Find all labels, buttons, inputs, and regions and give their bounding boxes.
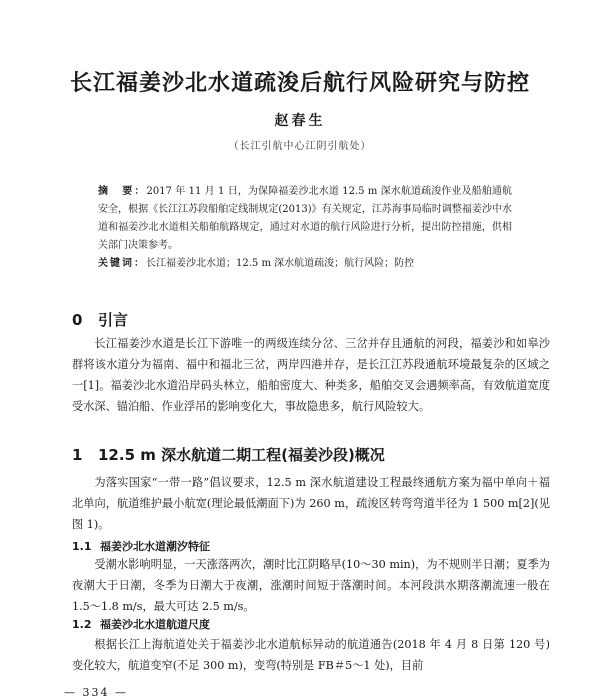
subsection-title: 福姜沙北水道潮汐特征 <box>100 540 210 553</box>
keywords-label: 关键词： <box>98 258 146 269</box>
abstract-block <box>98 183 512 273</box>
author-affiliation: （长江引航中心江阴引航处） <box>228 141 372 152</box>
channel-dimensions-paragraph: 根据长江上海航道处关于福姜沙北水道航标异动的航道通告(2018 年 4 月 8 日第 120 号)变化较大，航道变窄(不足 300 m)，变弯(特别是 FB＃5～1 处)，目前 <box>72 638 550 672</box>
section-heading-project-overview <box>72 444 385 465</box>
keywords-paragraph <box>98 255 512 273</box>
subsection-title: 福姜沙北水道航道尺度 <box>100 618 210 631</box>
section-title: 引言 <box>98 311 129 329</box>
abstract-paragraph <box>98 183 512 255</box>
keywords-text: 长江福姜沙北水道；12.5 m 深水航道疏浚；航行风险；防控 <box>146 258 415 269</box>
subsection-number: 1.1 <box>72 540 92 553</box>
section-number: 1 <box>72 446 83 464</box>
subsection-heading-tidal <box>72 538 210 554</box>
section-number: 0 <box>72 311 83 329</box>
introduction-paragraph: 长江福姜沙水道是长江下游唯一的两级连续分岔、三岔并存且通航的河段，福姜沙和如皋沙群将该水道分为福南、福中和福北三岔，两岸四港并存，是长江江苏段通航环境最复杂的区域之一[1]。福姜沙北水道沿岸码头林立，船舶密度大、种类多，船舶交叉会遇频率高，有效航道宽度受水深、锚泊船、作业浮吊的影响变化大，事故隐患多，航行风险较大。 <box>72 337 550 413</box>
tidal-paragraph: 受潮水影响明显，一天涨落两次，潮时比江阴略早(10～30 min)，为不规则半日潮；夏季为夜潮大于日潮，冬季为日潮大于夜潮，涨潮时间短于落潮时间。本河段洪水期落潮流速一般在 1.5～1.8 m/s，最大可达 2.5 m/s。 <box>72 558 550 613</box>
project-overview-paragraph: 为落实国家“一带一路”倡议要求，12.5 m 深水航道建设工程最终通航方案为福中单向＋福北单向，航道维护最小航宽(理论最低潮面下)为 260 m，疏浚区转弯弯道半径为 1 500 m[2](见图 1)。 <box>72 476 550 531</box>
subsection-number: 1.2 <box>72 618 92 631</box>
author-name: 赵春生 <box>274 113 326 129</box>
section-title: 12.5 m 深水航道二期工程(福姜沙段)概况 <box>98 446 385 464</box>
abstract-text: 2017 年 11 月 1 日，为保障福姜沙北水道 12.5 m 深水航道疏浚作业及船舶通航安全，根据《长江江苏段船舶定线制规定(2013)》有关规定，江苏海事局临时调整福姜沙中水道和福姜沙北水道相关船舶航路规定，通过对水道的航行风险进行分析，提出防控措施，供相关部门决策参考。 <box>98 186 513 251</box>
abstract-label: 摘 要： <box>98 186 147 197</box>
subsection-heading-channel-dimensions <box>72 616 210 632</box>
page-number: — 334 — <box>64 686 128 699</box>
section-heading-introduction <box>72 309 128 330</box>
paper-title: 长江福姜沙北水道疏浚后航行风险研究与防控 <box>69 71 530 96</box>
